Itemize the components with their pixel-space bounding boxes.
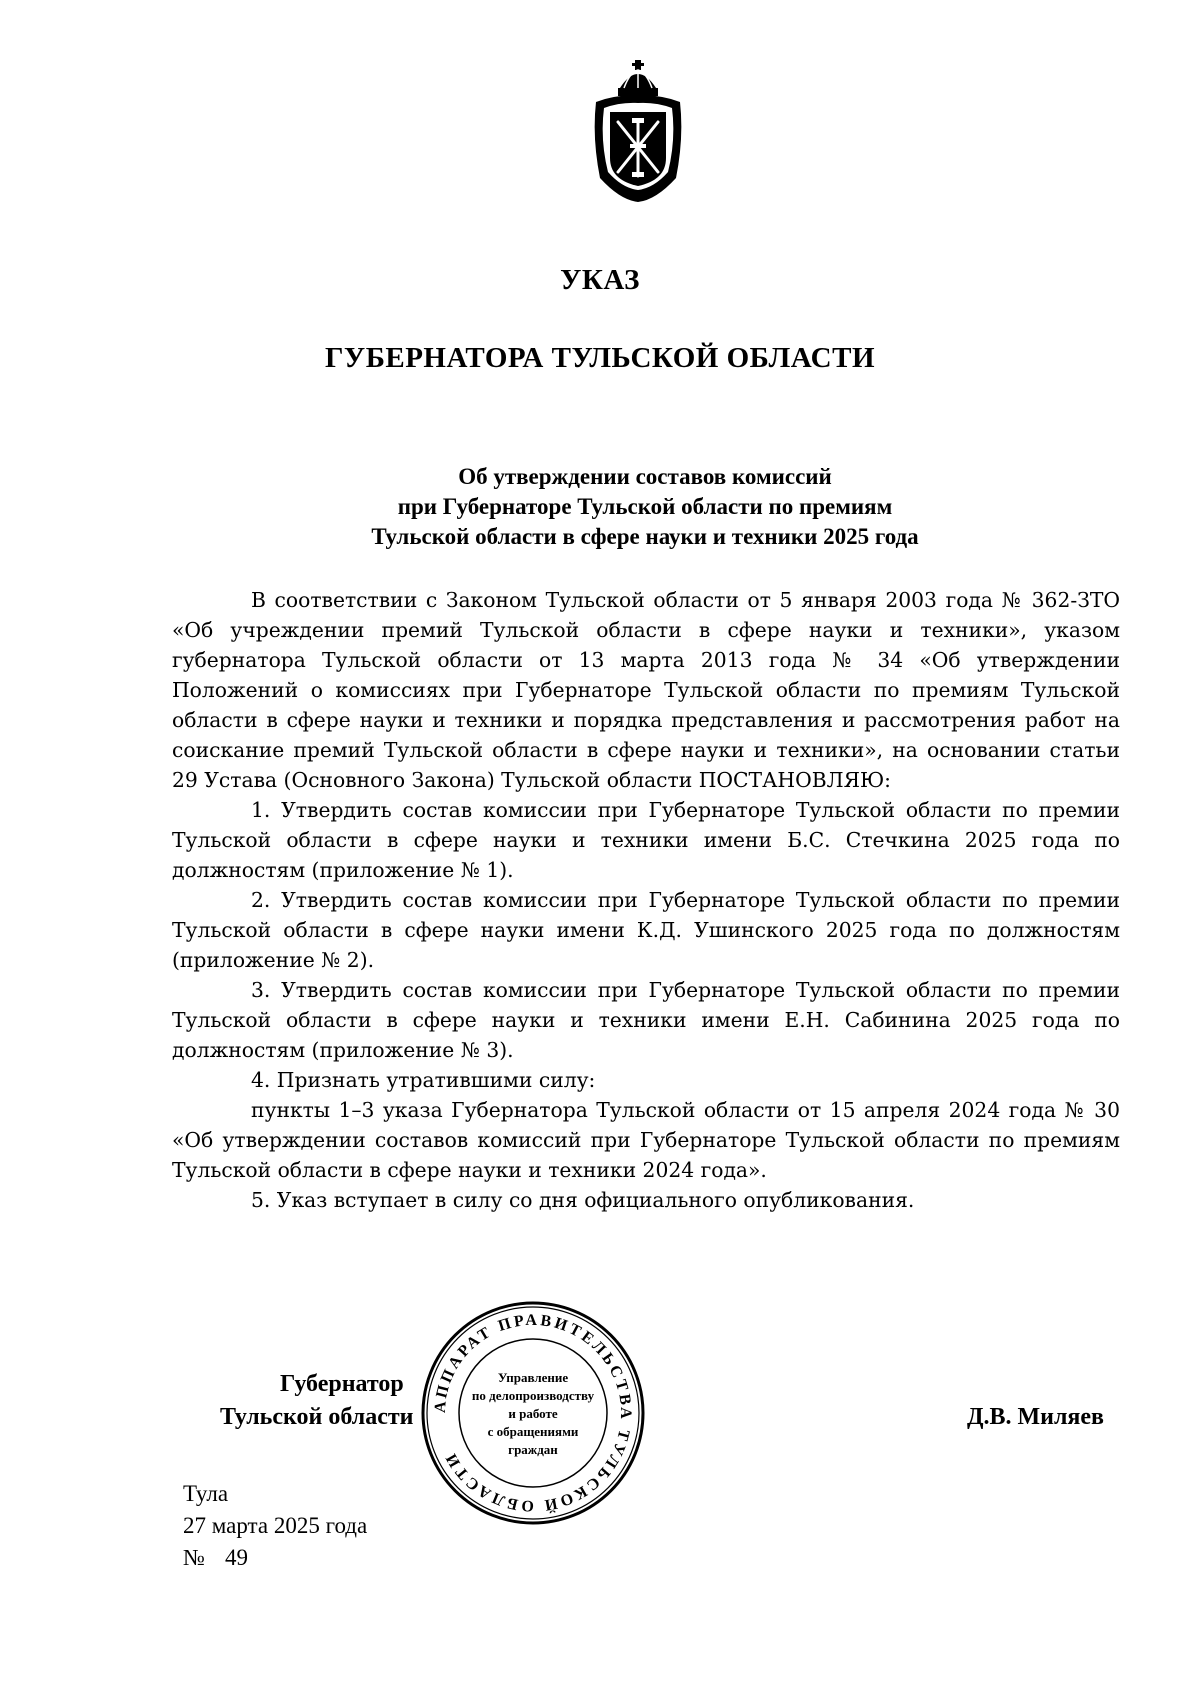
document-body [172, 585, 1120, 1215]
stamp-inner-line: Управление [497, 1370, 569, 1385]
coat-of-arms-emblem [590, 58, 686, 202]
clause-4-subitem: пункты 1–3 указа Губернатора Тульской области от 15 апреля 2024 года № 30 «Об утверждении составов комиссий при Губернаторе Тульской области по премиям Тульской области в сфере науки и техники 2024 года». [172, 1098, 1120, 1182]
clause-5: 5. Указ вступает в силу со дня официального опубликования. [251, 1188, 915, 1212]
subject-line: при Губернаторе Тульской области по премиям [397, 494, 893, 519]
issue-city: Тула [183, 1481, 229, 1506]
document-type-heading: УКАЗ [560, 264, 640, 296]
subject-line: Тульской области в сфере науки и техники 2025 года [371, 524, 919, 549]
official-stamp [418, 1298, 648, 1528]
clause-1: 1. Утвердить состав комиссии при Губернаторе Тульской области по премии Тульской области в сфере науки и техники имени Б.С. Стечкина 2025 года по должностям (приложение № 1). [172, 798, 1120, 882]
crown-icon [618, 60, 658, 96]
document-number [183, 1542, 367, 1574]
number-value: 49 [224, 1545, 248, 1570]
issue-date: 27 марта 2025 года [183, 1513, 368, 1538]
number-label: № [183, 1545, 205, 1570]
signatory-position-line: Губернатор [280, 1371, 404, 1397]
clause-4: 4. Признать утратившими силу: [251, 1068, 596, 1092]
document-footer [183, 1478, 367, 1574]
stamp-inner-line: с обращениями [487, 1424, 579, 1439]
subject-line: Об утверждении составов комиссий [458, 464, 832, 489]
clause-3: 3. Утвердить состав комиссии при Губернаторе Тульской области по премии Тульской области в сфере науки и техники имени Е.Н. Сабинина 2025 года по должностям (приложение № 3). [172, 978, 1120, 1062]
signatory-position-line: Тульской области [220, 1404, 414, 1430]
signatory-name: Д.В. Миляев [966, 1404, 1104, 1430]
stamp-inner-line: по делопроизводству [471, 1388, 595, 1403]
clause-2: 2. Утвердить состав комиссии при Губернаторе Тульской области по премии Тульской области в сфере науки имени К.Д. Ушинского 2025 года по должностям (приложение № 2). [172, 888, 1120, 972]
preamble-paragraph: В соответствии с Законом Тульской области от 5 января 2003 года № 362-ЗТО «Об учреждении премий Тульской области в сфере науки и техники», указом губернатора Тульской области от 13 марта 2013 года № 34 «Об утверждении Положений о комиссиях при Губернаторе Тульской области по премиям Тульской области в сфере науки и техники и порядка представления и рассмотрения работ на соискание премий Тульской области в сфере науки и техники», на основании статьи 29 Устава (Основного Закона) Тульской области ПОСТАНОВЛЯЮ: [172, 588, 1120, 792]
stamp-inner-line: и работе [508, 1406, 558, 1421]
document-subject [300, 462, 990, 552]
issuer-heading: ГУБЕРНАТОРА ТУЛЬСКОЙ ОБЛАСТИ [324, 342, 876, 374]
stamp-inner-line: граждан [508, 1442, 558, 1457]
stamp-outer-text: АППАРАТ ПРАВИТЕЛЬСТВА ТУЛЬСКОЙ ОБЛАСТИ [431, 1311, 635, 1515]
